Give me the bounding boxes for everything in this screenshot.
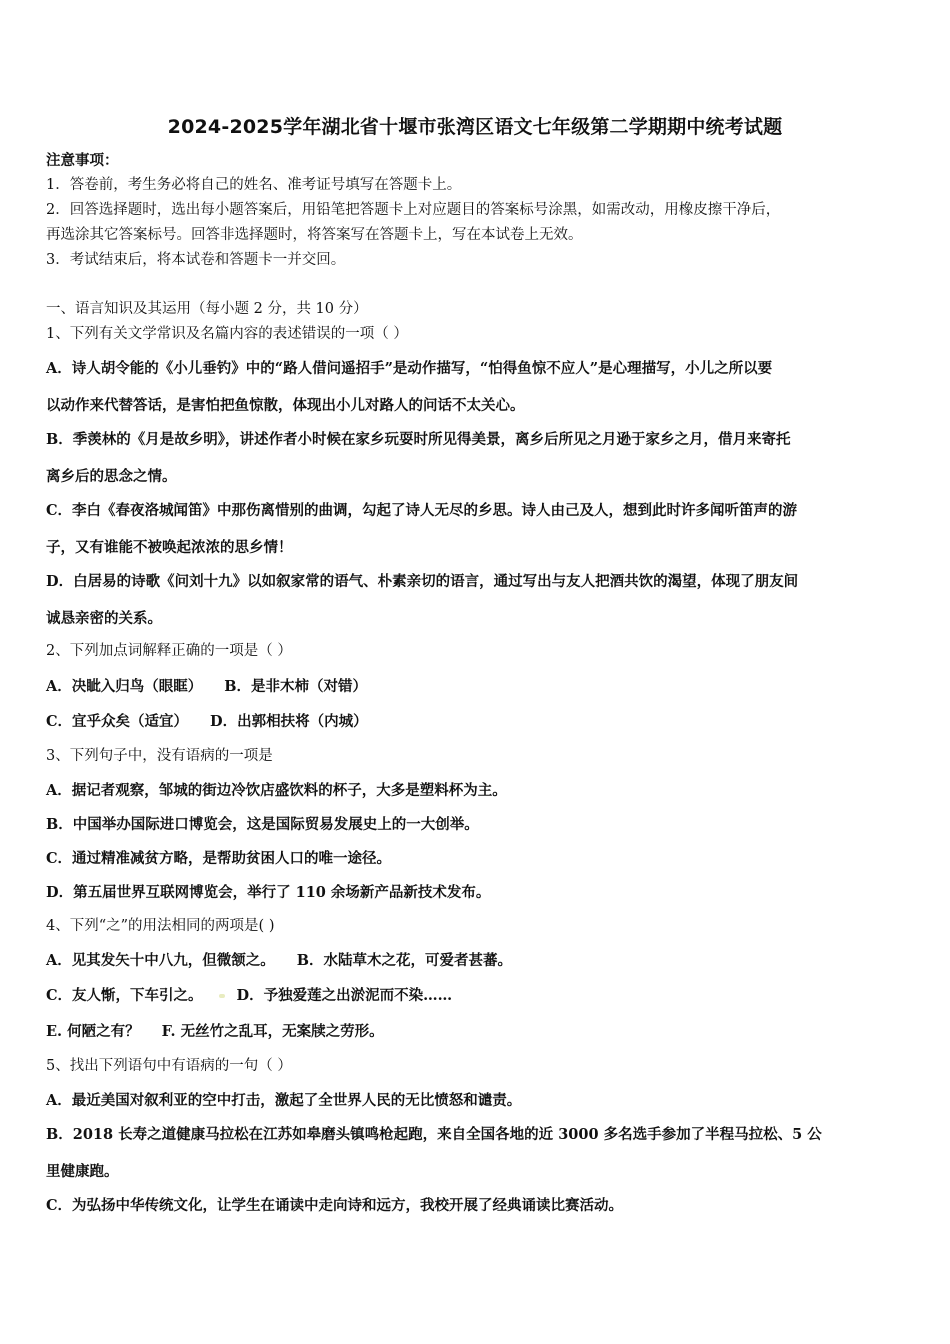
q5-option-b-cont: 里健康跑。 xyxy=(46,1163,119,1180)
q2-option-b: B．是非木柿（对错） xyxy=(224,678,368,695)
q1-option-c: C．李白《春夜洛城闻笛》中那伤离惜别的曲调，勾起了诗人无尽的乡思。诗人由己及人，想到此时许多闻听笛声的游 xyxy=(46,502,798,519)
q2-option-c: C．宜乎众矣（适宜） xyxy=(46,713,189,730)
q1-stem: 1、下列有关文学常识及名篇内容的表述错误的一项（ ） xyxy=(46,326,408,342)
q3-option-c: C．通过精准减贫方略，是帮助贫困人口的唯一途径。 xyxy=(46,850,392,867)
q3-option-d: D．第五届世界互联网博览会，举行了 110 余场新产品新技术发布。 xyxy=(46,884,491,901)
q4-options-row-3 xyxy=(46,1023,384,1041)
q4-option-e: E. 何陋之有？ xyxy=(46,1023,140,1040)
q5-option-c: C．为弘扬中华传统文化，让学生在诵读中走向诗和远方，我校开展了经典诵读比赛活动。 xyxy=(46,1197,624,1214)
q3-stem: 3、下列句子中，没有语病的一项是 xyxy=(46,748,273,764)
q2-stem: 2、下列加点词解释正确的一项是（ ） xyxy=(46,643,292,659)
q1-option-d-cont: 诚恳亲密的关系。 xyxy=(46,610,162,627)
q2-options-row-2 xyxy=(46,713,368,731)
q1-option-c-cont: 子，又有谁能不被唤起浓浓的思乡情！ xyxy=(46,539,293,556)
q4-stem: 4、下列“之”的用法相同的两项是( ) xyxy=(46,918,275,934)
q1-option-b-cont: 离乡后的思念之情。 xyxy=(46,468,177,485)
q2-option-a: A．决眦入归鸟（眼眶） xyxy=(46,678,203,695)
notice-item-3: 3．考试结束后，将本试卷和答题卡一并交回。 xyxy=(46,252,346,268)
q1-option-b: B．季羡林的《月是故乡明》，讲述作者小时候在家乡玩耍时所见得美景，离乡后所见之月逊于家乡之月，借月来寄托 xyxy=(46,431,791,448)
q3-option-a: A．据记者观察，邹城的街边冷饮店盛饮料的杯子，大多是塑料杯为主。 xyxy=(46,782,507,799)
q5-option-a: A．最近美国对叙利亚的空中打击，激起了全世界人民的无比愤怒和谴责。 xyxy=(46,1092,522,1109)
q4-option-a: A．见其发矢十中八九，但微颔之。 xyxy=(46,952,275,969)
stray-mark xyxy=(219,994,225,998)
q4-option-d: D．予独爱莲之出淤泥而不染…… xyxy=(236,987,453,1004)
notice-item-1: 1．答卷前，考生务必将自己的姓名、准考证号填写在答题卡上。 xyxy=(46,177,462,193)
q1-option-a: A．诗人胡令能的《小儿垂钓》中的“路人借问遥招手”是动作描写，“怕得鱼惊不应人”是心理描写，小儿之所以要 xyxy=(46,360,773,377)
q4-options-row-2 xyxy=(46,987,452,1005)
q5-stem: 5、找出下列语句中有语病的一句（ ） xyxy=(46,1058,292,1074)
q4-option-f: F. 无丝竹之乱耳，无案牍之劳形。 xyxy=(161,1023,384,1040)
q3-option-b: B．中国举办国际进口博览会，这是国际贸易发展史上的一大创举。 xyxy=(46,816,479,833)
notice-item-2: 2．回答选择题时，选出每小题答案后，用铅笔把答题卡上对应题目的答案标号涂黑，如需改动，用橡皮擦干净后， xyxy=(46,202,781,218)
q2-options-row-1 xyxy=(46,678,367,696)
q2-option-d: D．出郭相扶将（内城） xyxy=(210,713,368,730)
notice-heading: 注意事项： xyxy=(46,152,119,169)
q1-option-d: D．白居易的诗歌《问刘十九》以如叙家常的语气、朴素亲切的语言，通过写出与友人把酒共饮的渴望，体现了朋友间 xyxy=(46,573,799,590)
notice-item-2-cont: 再选涂其它答案标号。回答非选择题时，将答案写在答题卡上，写在本试卷上无效。 xyxy=(46,227,583,243)
q4-option-c: C．友人惭，下车引之。 xyxy=(46,987,203,1004)
section-heading: 一、语言知识及其运用（每小题 2 分，共 10 分） xyxy=(46,301,368,317)
q4-option-b: B．水陆草木之花，可爱者甚蕃。 xyxy=(296,952,513,969)
q1-option-a-cont: 以动作来代替答话，是害怕把鱼惊散，体现出小儿对路人的问话不太关心。 xyxy=(46,397,525,414)
page-title: 2024-2025学年湖北省十堰市张湾区语文七年级第二学期期中统考试题 xyxy=(167,116,783,138)
q5-option-b: B．2018 长寿之道健康马拉松在江苏如皋磨头镇鸣枪起跑，来自全国各地的近 3000 多名选手参加了半程马拉松、5 公 xyxy=(46,1126,822,1143)
q4-options-row-1 xyxy=(46,952,512,970)
